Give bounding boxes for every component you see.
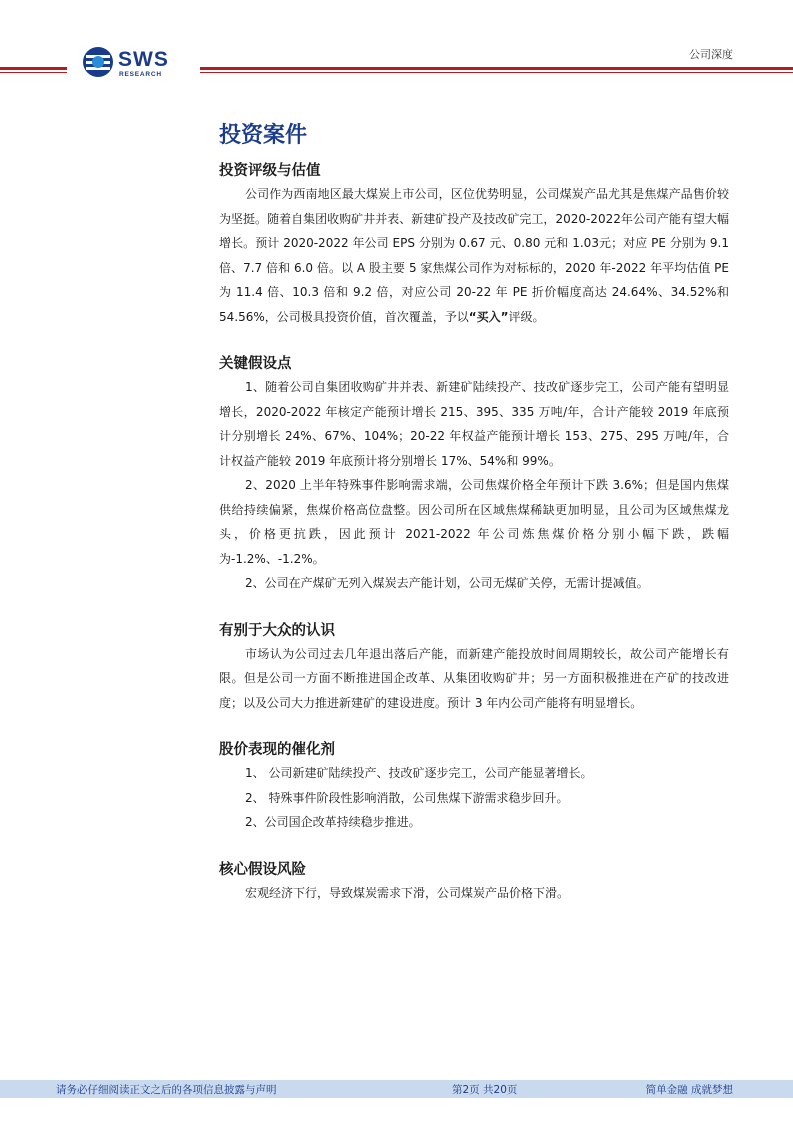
footer-page-number: 第2页 共20页 xyxy=(452,1084,518,1096)
report-type-label: 公司深度 xyxy=(689,48,733,61)
differ-paragraph: 市场认为公司过去几年退出落后产能，而新建产能投放时间周期较长，故公司产能增长有限。但是公司一方面不断推进国企改革、从集团收购矿井；另一方面积极推进在产矿的技改进度；以及公司大力推进新建矿的建设进度。预计 3 年内公司产能将有明显增长。 xyxy=(219,646,729,710)
assumption-paragraph-1: 1、随着公司自集团收购矿井并表、新建矿陆续投产、技改矿逐步完工，公司产能有望明显增长，2020-2022 年核定产能预计增长 215、395、335 万吨/年，合计产能较 2019 年底预计分别增长 24%、67%、104%；20-22 年权益产能预计增长 153、275、295 万吨/年，合计权益产能较 2019 年底预计将分别增长 17%、54%和 99%。 xyxy=(219,380,729,468)
rating-buy: “买入” xyxy=(468,309,509,324)
section-title-rating: 投资评级与估值 xyxy=(219,163,321,179)
catalyst-item-1: 1、 公司新建矿陆续投产、技改矿逐步完工，公司产能显著增长。 xyxy=(245,766,593,780)
footer-slogan: 简单金融 成就梦想 xyxy=(645,1084,733,1096)
assumption-paragraph-3: 2、公司在产煤矿无列入煤炭去产能计划，公司无煤矿关停，无需计提减值。 xyxy=(245,576,649,590)
rating-text: 公司作为西南地区最大煤炭上市公司，区位优势明显，公司煤炭产品尤其是焦煤产品售价较为坚挺。随着自集团收购矿井并表、新建矿投产及技改矿完工，2020-2022年公司产能有望大幅增长。预计 2020-2022 年公司 EPS 分别为 0.67 元、0.80 元和 1.03元；对应 PE 分别为 9.1 倍、7.7 倍和 6.0 倍。以 A 股主要 5 家焦煤公司作为对标标的，2020 年-2022 年平均估值 PE 为 11.4 倍、10.3 倍和 9.2 倍，对应公司 20-22 年 PE 折价幅度高达 24.64%、34.52%和 54.56%，公司极具投资价值，首次覆盖，予以 xyxy=(219,187,729,324)
catalyst-item-2: 2、 特殊事件阶段性影响消散，公司焦煤下游需求稳步回升。 xyxy=(245,790,569,805)
section-title-assumptions: 关键假设点 xyxy=(219,356,292,372)
section-title-catalyst: 股价表现的催化剂 xyxy=(219,742,335,758)
sws-logo-mark-icon xyxy=(82,46,114,78)
header-rule-right-thin xyxy=(200,72,793,73)
assumption-paragraph-2: 2、2020 上半年特殊事件影响需求端，公司焦煤价格全年预计下跌 3.6%；但是国内焦煤供给持续偏紧，焦煤价格高位盘整。因公司所在区域焦煤稀缺更加明显，且公司为区域焦煤龙头，价格更抗跌，因此预计 2021-2022 年公司炼焦煤价格分别小幅下跌，跌幅为-1.2%、-1.2%。 xyxy=(219,478,729,566)
header-rule-right xyxy=(200,67,793,70)
rating-paragraph xyxy=(219,182,729,329)
logo-subtext: RESEARCH xyxy=(119,71,162,78)
page-header xyxy=(0,0,793,90)
section-title-risk: 核心假设风险 xyxy=(219,861,306,878)
sws-logo xyxy=(82,46,192,82)
page-title: 投资案件 xyxy=(219,123,308,148)
page-footer xyxy=(0,1080,793,1098)
catalyst-item-3: 2、公司国企改革持续稳步推进。 xyxy=(245,815,421,829)
section-title-differ: 有别于大众的认识 xyxy=(219,622,335,639)
main-content xyxy=(219,120,729,905)
risk-paragraph: 宏观经济下行，导致煤炭需求下滑，公司煤炭产品价格下滑。 xyxy=(245,885,570,900)
header-rule-left-thin xyxy=(0,72,67,73)
header-rule-left xyxy=(0,67,67,70)
logo-text: SWS xyxy=(118,48,169,71)
footer-disclaimer: 请务必仔细阅读正文之后的各项信息披露与声明 xyxy=(56,1084,277,1096)
rating-text-end: 评级。 xyxy=(508,309,545,324)
